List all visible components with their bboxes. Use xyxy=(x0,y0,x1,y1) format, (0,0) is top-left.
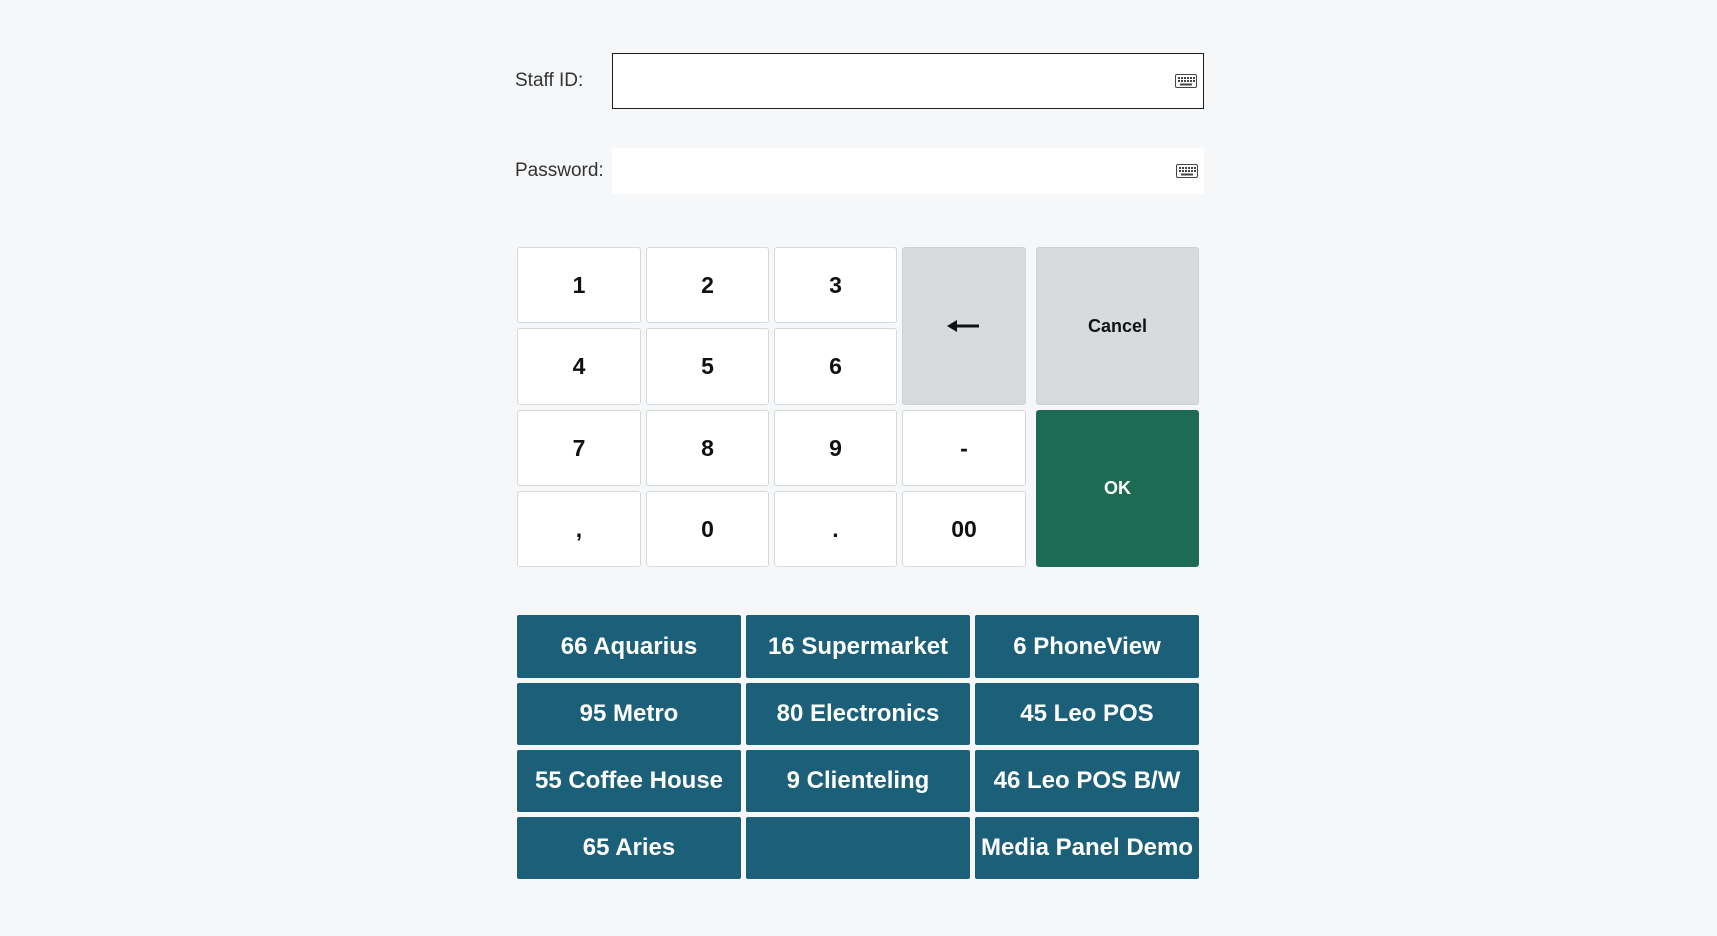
cancel-button[interactable]: Cancel xyxy=(1036,247,1199,405)
backspace-button[interactable] xyxy=(902,247,1026,405)
store-button[interactable]: 65 Aries xyxy=(517,817,741,879)
keyboard-icon[interactable] xyxy=(1175,74,1197,88)
store-button[interactable]: 95 Metro xyxy=(517,683,741,745)
key-double-zero[interactable]: 00 xyxy=(902,491,1026,567)
key-minus[interactable]: - xyxy=(902,410,1026,486)
password-input[interactable] xyxy=(622,148,1160,194)
store-button[interactable]: 9 Clienteling xyxy=(746,750,970,812)
key-7[interactable]: 7 xyxy=(517,410,641,486)
key-6[interactable]: 6 xyxy=(774,328,897,405)
backspace-arrow-icon xyxy=(947,319,981,333)
store-button[interactable]: 6 PhoneView xyxy=(975,615,1199,678)
store-button[interactable]: 46 Leo POS B/W xyxy=(975,750,1199,812)
key-0[interactable]: 0 xyxy=(646,491,769,567)
key-2[interactable]: 2 xyxy=(646,247,769,323)
store-button[interactable]: 45 Leo POS xyxy=(975,683,1199,745)
store-button[interactable]: 80 Electronics xyxy=(746,683,970,745)
staff-id-field[interactable] xyxy=(612,53,1204,109)
store-button[interactable]: Media Panel Demo xyxy=(975,817,1199,879)
key-comma[interactable]: , xyxy=(517,491,641,567)
key-1[interactable]: 1 xyxy=(517,247,641,323)
store-button[interactable]: 16 Supermarket xyxy=(746,615,970,678)
password-label: Password: xyxy=(515,160,604,181)
key-4[interactable]: 4 xyxy=(517,328,641,405)
key-8[interactable]: 8 xyxy=(646,410,769,486)
staff-id-input[interactable] xyxy=(623,54,1159,108)
keyboard-icon[interactable] xyxy=(1176,164,1198,178)
key-decimal[interactable]: . xyxy=(774,491,897,567)
staff-id-label: Staff ID: xyxy=(515,70,584,91)
store-button-empty[interactable] xyxy=(746,817,970,879)
store-button[interactable]: 66 Aquarius xyxy=(517,615,741,678)
key-5[interactable]: 5 xyxy=(646,328,769,405)
key-9[interactable]: 9 xyxy=(774,410,897,486)
ok-button[interactable]: OK xyxy=(1036,410,1199,567)
password-field[interactable] xyxy=(612,148,1204,194)
store-button[interactable]: 55 Coffee House xyxy=(517,750,741,812)
key-3[interactable]: 3 xyxy=(774,247,897,323)
